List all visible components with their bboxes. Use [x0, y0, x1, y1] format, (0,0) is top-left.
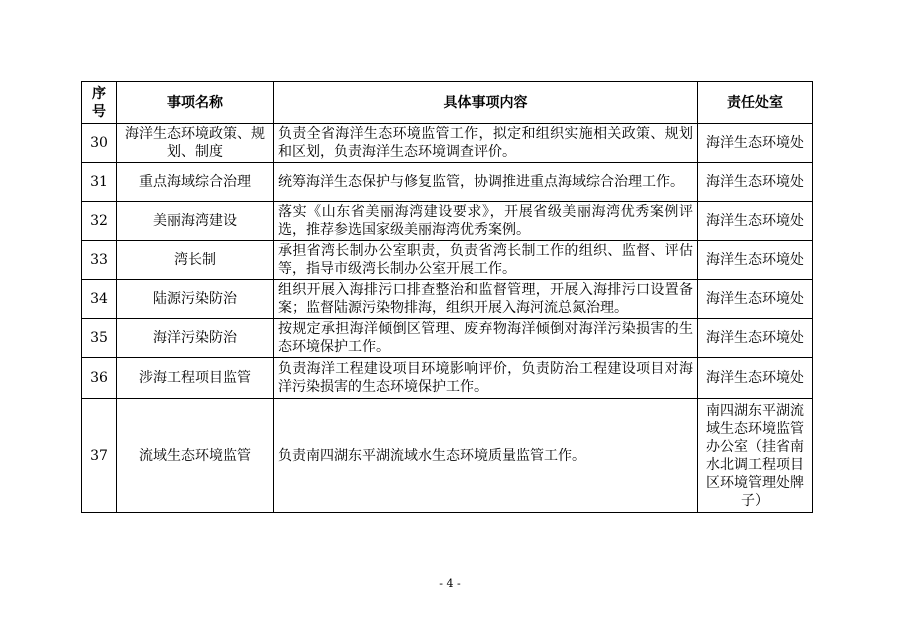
- duties-table: [81, 81, 813, 513]
- row-number: 35: [82, 319, 117, 358]
- row-item-name: 湾长制: [117, 241, 274, 280]
- row-item-name: 涉海工程项目监管: [117, 358, 274, 399]
- header-content: 具体事项内容: [274, 82, 698, 124]
- row-number: 34: [82, 280, 117, 319]
- table-row: [82, 280, 813, 319]
- row-item-content: 负责全省海洋生态环境监管工作，拟定和组织实施相关政策、规划和区划，负责海洋生态环境调查评价。: [274, 124, 698, 163]
- row-responsible-office: 海洋生态环境处: [698, 124, 813, 163]
- row-responsible-office: 南四湖东平湖流域生态环境监管办公室（挂省南水北调工程项目区环境管理处牌子）: [698, 399, 813, 513]
- header-name: 事项名称: [117, 82, 274, 124]
- row-item-name: 陆源污染防治: [117, 280, 274, 319]
- row-number: 36: [82, 358, 117, 399]
- row-number: 32: [82, 202, 117, 241]
- header-no: 序号: [82, 82, 117, 124]
- header-office: 责任处室: [698, 82, 813, 124]
- page-number: - 4 -: [439, 577, 461, 590]
- row-item-name: 美丽海湾建设: [117, 202, 274, 241]
- table-row: [82, 241, 813, 280]
- row-item-name: 流域生态环境监管: [117, 399, 274, 513]
- table-row: [82, 163, 813, 202]
- row-item-content: 按规定承担海洋倾倒区管理、废弃物海洋倾倒对海洋污染损害的生态环境保护工作。: [274, 319, 698, 358]
- row-item-name: 海洋生态环境政策、规划、制度: [117, 124, 274, 163]
- row-item-content: 负责海洋工程建设项目环境影响评价，负责防治工程建设项目对海洋污染损害的生态环境保护工作。: [274, 358, 698, 399]
- row-item-content: 落实《山东省美丽海湾建设要求》，开展省级美丽海湾优秀案例评选，推荐参选国家级美丽海湾优秀案例。: [274, 202, 698, 241]
- row-item-name: 海洋污染防治: [117, 319, 274, 358]
- row-item-content: 统筹海洋生态保护与修复监管，协调推进重点海域综合治理工作。: [274, 163, 698, 202]
- row-responsible-office: 海洋生态环境处: [698, 202, 813, 241]
- row-responsible-office: 海洋生态环境处: [698, 358, 813, 399]
- table-row: [82, 319, 813, 358]
- row-item-content: 负责南四湖东平湖流域水生态环境质量监管工作。: [274, 399, 698, 513]
- row-responsible-office: 海洋生态环境处: [698, 280, 813, 319]
- row-responsible-office: 海洋生态环境处: [698, 163, 813, 202]
- row-number: 30: [82, 124, 117, 163]
- table-header-row: [82, 82, 813, 124]
- row-responsible-office: 海洋生态环境处: [698, 241, 813, 280]
- row-number: 31: [82, 163, 117, 202]
- table-row: [82, 399, 813, 513]
- row-item-name: 重点海域综合治理: [117, 163, 274, 202]
- row-number: 33: [82, 241, 117, 280]
- table-row: [82, 202, 813, 241]
- table-row: [82, 358, 813, 399]
- row-number: 37: [82, 399, 117, 513]
- table-row: [82, 124, 813, 163]
- row-responsible-office: 海洋生态环境处: [698, 319, 813, 358]
- row-item-content: 组织开展入海排污口排查整治和监督管理，开展入海排污口设置备案；监督陆源污染物排海，组织开展入海河流总氮治理。: [274, 280, 698, 319]
- row-item-content: 承担省湾长制办公室职责，负责省湾长制工作的组织、监督、评估等，指导市级湾长制办公室开展工作。: [274, 241, 698, 280]
